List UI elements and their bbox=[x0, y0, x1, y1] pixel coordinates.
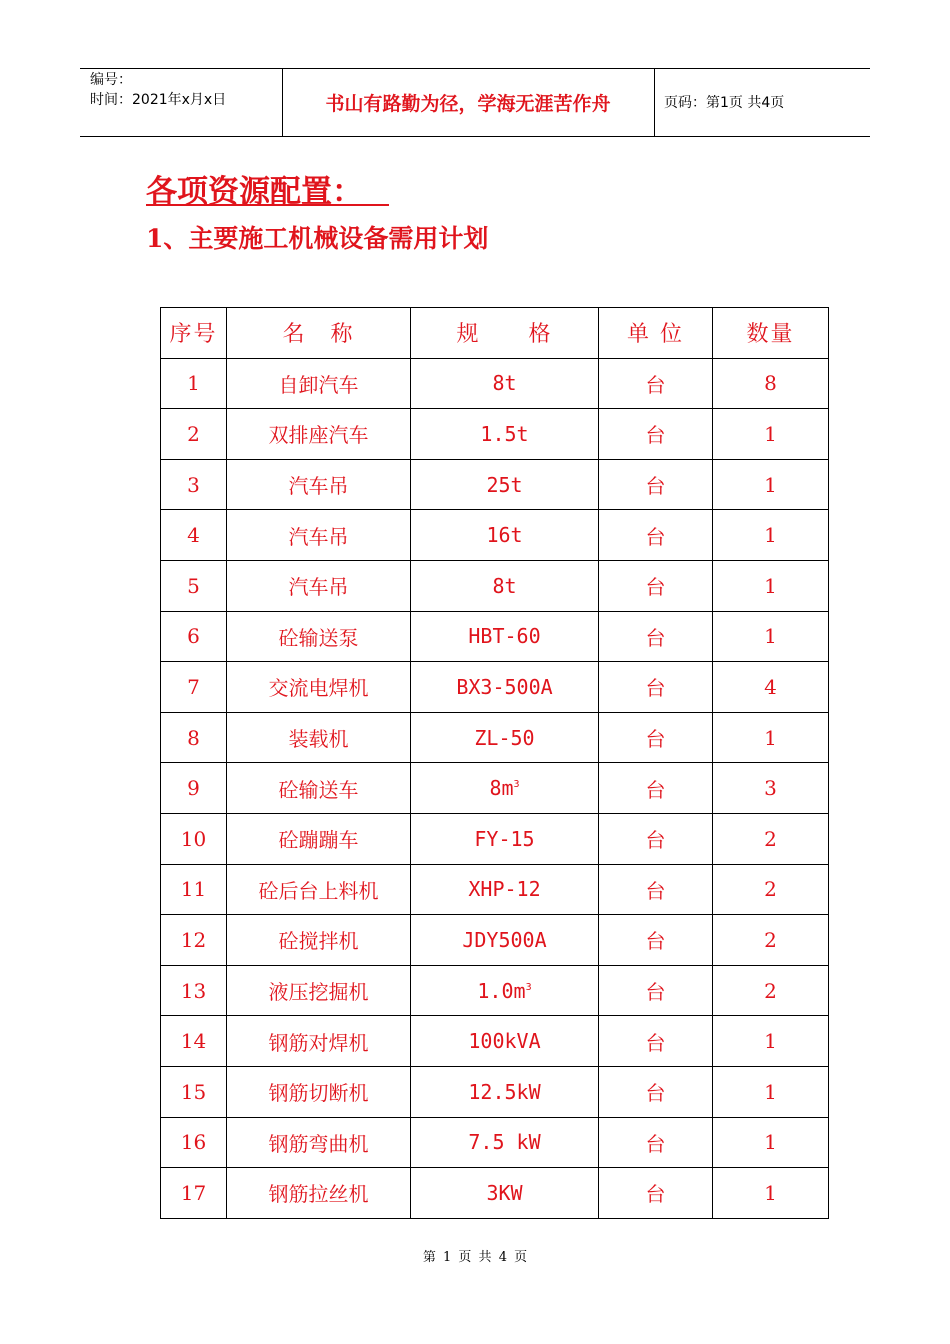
cell-no-text: 17 bbox=[180, 1180, 207, 1205]
cell-unit bbox=[599, 1117, 713, 1168]
cell-spec-text: 8m bbox=[489, 776, 514, 801]
cell-no-text: 7 bbox=[187, 674, 200, 699]
cell-no-text: 10 bbox=[180, 826, 207, 851]
table-row bbox=[161, 712, 829, 763]
table-row bbox=[161, 560, 829, 611]
table-header-row bbox=[161, 308, 829, 359]
cell-unit-text: 台 bbox=[645, 423, 666, 448]
cell-no bbox=[161, 409, 227, 460]
cell-qty bbox=[713, 611, 829, 662]
cell-spec bbox=[411, 763, 599, 814]
cell-no bbox=[161, 864, 227, 915]
cell-spec bbox=[411, 1117, 599, 1168]
cell-qty-text: 1 bbox=[764, 472, 777, 497]
cell-unit bbox=[599, 813, 713, 864]
table-row bbox=[161, 409, 829, 460]
cell-no bbox=[161, 662, 227, 713]
cell-no-text: 14 bbox=[180, 1029, 207, 1054]
cell-spec-text: 7.5 kW bbox=[468, 1130, 541, 1155]
cell-spec bbox=[411, 712, 599, 763]
cell-spec-text: XHP-12 bbox=[468, 877, 541, 902]
table-row bbox=[161, 459, 829, 510]
cell-no-text: 1 bbox=[187, 371, 200, 396]
cell-spec bbox=[411, 915, 599, 966]
cell-unit bbox=[599, 662, 713, 713]
cell-qty bbox=[713, 358, 829, 409]
cell-no bbox=[161, 712, 227, 763]
cell-qty-text: 1 bbox=[764, 1180, 777, 1205]
table-row bbox=[161, 1117, 829, 1168]
cell-unit-text: 台 bbox=[645, 625, 666, 650]
cell-unit bbox=[599, 560, 713, 611]
cell-no bbox=[161, 510, 227, 561]
header-divider-right bbox=[654, 68, 655, 136]
cell-spec bbox=[411, 358, 599, 409]
cell-spec-text: 3KW bbox=[486, 1180, 523, 1205]
header-spec: 规 格 bbox=[411, 308, 599, 359]
cell-unit bbox=[599, 965, 713, 1016]
cell-qty-text: 1 bbox=[764, 523, 777, 548]
cell-unit-text: 台 bbox=[645, 575, 666, 600]
spec-superscript: 3 bbox=[513, 779, 520, 791]
cell-name bbox=[227, 712, 411, 763]
cell-qty-text: 1 bbox=[764, 1079, 777, 1104]
cell-qty-text: 4 bbox=[764, 674, 777, 699]
cell-spec-text: ZL-50 bbox=[474, 725, 535, 750]
header-bottom-border bbox=[80, 136, 870, 137]
cell-spec-text: 1.0m bbox=[477, 978, 526, 1003]
cell-spec-text: HBT-60 bbox=[468, 624, 541, 649]
cell-spec bbox=[411, 813, 599, 864]
cell-name-text: 钢筋拉丝机 bbox=[268, 1182, 369, 1207]
cell-no bbox=[161, 763, 227, 814]
table-row bbox=[161, 1016, 829, 1067]
cell-spec bbox=[411, 864, 599, 915]
cell-no-text: 3 bbox=[187, 472, 200, 497]
cell-qty bbox=[713, 1066, 829, 1117]
header-no: 序号 bbox=[161, 308, 227, 359]
cell-qty-text: 8 bbox=[764, 371, 777, 396]
cell-unit-text: 台 bbox=[645, 929, 666, 954]
table-row bbox=[161, 813, 829, 864]
page-title: 各项资源配置： bbox=[146, 174, 363, 210]
cell-unit bbox=[599, 864, 713, 915]
table-row bbox=[161, 358, 829, 409]
header-page-info: 页码：第1页 共4页 bbox=[664, 95, 785, 111]
cell-name-text: 砼搅拌机 bbox=[278, 929, 359, 954]
spec-superscript: 3 bbox=[525, 981, 532, 993]
title-underline bbox=[146, 204, 389, 206]
cell-spec bbox=[411, 662, 599, 713]
cell-qty-text: 1 bbox=[764, 624, 777, 649]
cell-qty-text: 2 bbox=[764, 927, 777, 952]
cell-no-text: 16 bbox=[180, 1130, 207, 1155]
cell-qty bbox=[713, 864, 829, 915]
cell-name bbox=[227, 358, 411, 409]
cell-name-text: 自卸汽车 bbox=[278, 372, 359, 397]
cell-name-text: 双排座汽车 bbox=[268, 423, 369, 448]
header-name: 名 称 bbox=[227, 308, 411, 359]
cell-spec-text: 8t bbox=[492, 573, 517, 598]
header-qty: 数量 bbox=[713, 308, 829, 359]
table-row bbox=[161, 864, 829, 915]
cell-no bbox=[161, 560, 227, 611]
cell-unit bbox=[599, 611, 713, 662]
cell-name bbox=[227, 662, 411, 713]
cell-no-text: 9 bbox=[187, 776, 200, 801]
cell-name-text: 液压挖掘机 bbox=[268, 980, 369, 1005]
cell-no bbox=[161, 1117, 227, 1168]
cell-no-text: 15 bbox=[180, 1079, 207, 1104]
cell-spec-text: BX3-500A bbox=[456, 674, 553, 699]
table-row bbox=[161, 763, 829, 814]
cell-name bbox=[227, 1168, 411, 1219]
cell-qty bbox=[713, 965, 829, 1016]
cell-unit bbox=[599, 409, 713, 460]
cell-spec bbox=[411, 1066, 599, 1117]
cell-unit bbox=[599, 1016, 713, 1067]
cell-name-text: 砼输送车 bbox=[278, 777, 359, 802]
header-unit: 单 位 bbox=[599, 308, 713, 359]
cell-unit-text: 台 bbox=[645, 474, 666, 499]
cell-name-text: 装载机 bbox=[288, 727, 349, 752]
table-row bbox=[161, 915, 829, 966]
cell-no-text: 4 bbox=[187, 523, 200, 548]
cell-name bbox=[227, 813, 411, 864]
cell-qty-text: 1 bbox=[764, 421, 777, 446]
cell-qty bbox=[713, 1016, 829, 1067]
cell-no-text: 5 bbox=[187, 573, 200, 598]
cell-qty bbox=[713, 813, 829, 864]
cell-qty bbox=[713, 409, 829, 460]
cell-qty bbox=[713, 763, 829, 814]
cell-qty-text: 3 bbox=[764, 776, 777, 801]
cell-name bbox=[227, 1016, 411, 1067]
cell-name-text: 钢筋弯曲机 bbox=[268, 1131, 369, 1156]
cell-qty bbox=[713, 915, 829, 966]
cell-unit bbox=[599, 915, 713, 966]
cell-qty-text: 1 bbox=[764, 1029, 777, 1054]
cell-unit-text: 台 bbox=[645, 878, 666, 903]
cell-spec-text: JDY500A bbox=[462, 927, 547, 952]
cell-spec-text: 12.5kW bbox=[468, 1079, 541, 1104]
cell-name-text: 砼蹦蹦车 bbox=[278, 828, 359, 853]
cell-qty bbox=[713, 560, 829, 611]
cell-name bbox=[227, 1066, 411, 1117]
cell-qty bbox=[713, 1117, 829, 1168]
cell-unit-text: 台 bbox=[645, 980, 666, 1005]
cell-qty bbox=[713, 510, 829, 561]
cell-spec bbox=[411, 409, 599, 460]
cell-qty-text: 1 bbox=[764, 725, 777, 750]
cell-unit bbox=[599, 1066, 713, 1117]
equipment-table bbox=[160, 307, 829, 1219]
cell-unit-text: 台 bbox=[645, 372, 666, 397]
cell-unit bbox=[599, 358, 713, 409]
cell-unit-text: 台 bbox=[645, 828, 666, 853]
cell-spec-text: 1.5t bbox=[480, 421, 529, 446]
cell-unit bbox=[599, 459, 713, 510]
cell-name bbox=[227, 1117, 411, 1168]
cell-no bbox=[161, 1016, 227, 1067]
cell-no-text: 12 bbox=[180, 927, 207, 952]
cell-unit bbox=[599, 763, 713, 814]
table-row bbox=[161, 965, 829, 1016]
cell-spec-text: 16t bbox=[486, 523, 523, 548]
cell-spec-text: 8t bbox=[492, 371, 517, 396]
cell-name bbox=[227, 864, 411, 915]
cell-unit-text: 台 bbox=[645, 1182, 666, 1207]
cell-name bbox=[227, 611, 411, 662]
cell-unit-text: 台 bbox=[645, 524, 666, 549]
cell-no-text: 13 bbox=[180, 978, 207, 1003]
cell-spec bbox=[411, 459, 599, 510]
cell-name-text: 交流电焊机 bbox=[268, 676, 369, 701]
cell-unit-text: 台 bbox=[645, 1131, 666, 1156]
cell-name-text: 砼输送泵 bbox=[278, 625, 359, 650]
cell-name-text: 砼后台上料机 bbox=[258, 878, 379, 903]
cell-no-text: 11 bbox=[180, 877, 207, 902]
cell-unit-text: 台 bbox=[645, 777, 666, 802]
table-row bbox=[161, 1168, 829, 1219]
cell-name bbox=[227, 763, 411, 814]
cell-qty-text: 2 bbox=[764, 826, 777, 851]
cell-spec-text: 100kVA bbox=[468, 1029, 541, 1054]
cell-unit bbox=[599, 510, 713, 561]
cell-name-text: 汽车吊 bbox=[288, 474, 349, 499]
header-motto: 书山有路勤为径，学海无涯苦作舟 bbox=[325, 92, 611, 115]
cell-unit-text: 台 bbox=[645, 727, 666, 752]
cell-spec bbox=[411, 1016, 599, 1067]
cell-no bbox=[161, 915, 227, 966]
cell-no bbox=[161, 459, 227, 510]
cell-qty bbox=[713, 712, 829, 763]
cell-unit-text: 台 bbox=[645, 1081, 666, 1106]
cell-spec bbox=[411, 611, 599, 662]
cell-qty-text: 1 bbox=[764, 573, 777, 598]
cell-qty-text: 2 bbox=[764, 978, 777, 1003]
cell-name bbox=[227, 915, 411, 966]
cell-spec-text: 25t bbox=[486, 472, 523, 497]
cell-unit bbox=[599, 712, 713, 763]
cell-no-text: 6 bbox=[187, 624, 200, 649]
table-row bbox=[161, 510, 829, 561]
cell-no bbox=[161, 611, 227, 662]
cell-qty bbox=[713, 1168, 829, 1219]
cell-unit bbox=[599, 1168, 713, 1219]
cell-no bbox=[161, 1066, 227, 1117]
cell-spec bbox=[411, 965, 599, 1016]
cell-no bbox=[161, 1168, 227, 1219]
table-row bbox=[161, 611, 829, 662]
cell-no bbox=[161, 813, 227, 864]
page-footer: 第 1 页 共 4 页 bbox=[422, 1250, 528, 1265]
cell-name bbox=[227, 409, 411, 460]
cell-no bbox=[161, 965, 227, 1016]
cell-spec bbox=[411, 560, 599, 611]
cell-name bbox=[227, 560, 411, 611]
header-meta bbox=[90, 70, 226, 110]
section-title: 1、主要施工机械设备需用计划 bbox=[146, 224, 489, 253]
number-label: 编号： bbox=[90, 72, 132, 88]
cell-unit-text: 台 bbox=[645, 676, 666, 701]
cell-no-text: 8 bbox=[187, 725, 200, 750]
cell-name bbox=[227, 510, 411, 561]
cell-spec-text: FY-15 bbox=[474, 826, 535, 851]
cell-no bbox=[161, 358, 227, 409]
cell-name bbox=[227, 459, 411, 510]
cell-no-text: 2 bbox=[187, 421, 200, 446]
time-label: 时间：2021年x月x日 bbox=[90, 92, 227, 108]
cell-spec bbox=[411, 1168, 599, 1219]
cell-unit-text: 台 bbox=[645, 1030, 666, 1055]
table-row bbox=[161, 1066, 829, 1117]
cell-name bbox=[227, 965, 411, 1016]
table-row bbox=[161, 662, 829, 713]
cell-name-text: 汽车吊 bbox=[288, 575, 349, 600]
cell-qty-text: 2 bbox=[764, 877, 777, 902]
cell-name-text: 汽车吊 bbox=[288, 524, 349, 549]
cell-qty bbox=[713, 662, 829, 713]
cell-spec bbox=[411, 510, 599, 561]
cell-qty-text: 1 bbox=[764, 1130, 777, 1155]
cell-qty bbox=[713, 459, 829, 510]
cell-name-text: 钢筋切断机 bbox=[268, 1081, 369, 1106]
cell-name-text: 钢筋对焊机 bbox=[268, 1030, 369, 1055]
